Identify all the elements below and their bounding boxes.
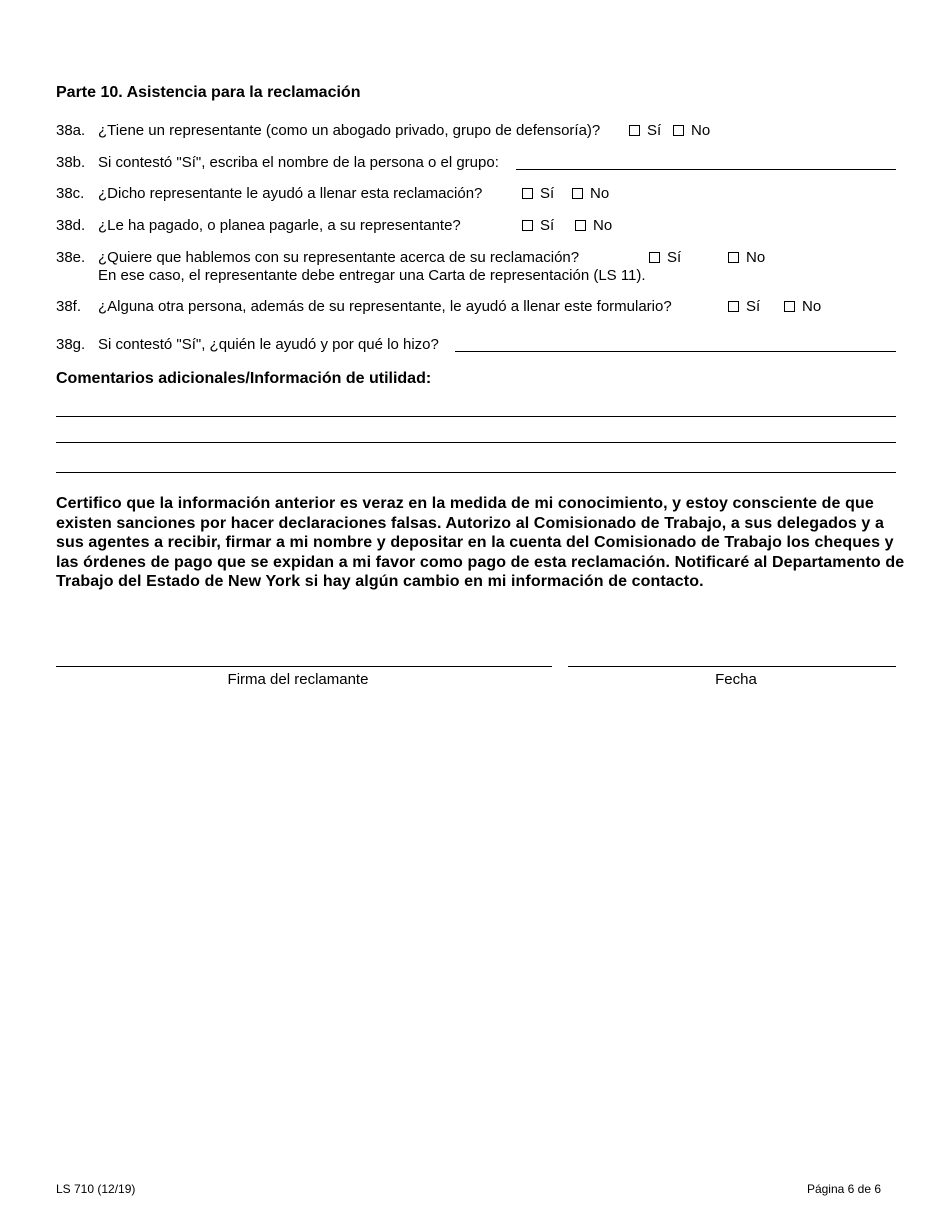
checkbox-38c-no[interactable] <box>572 185 609 203</box>
checkbox-icon <box>649 252 660 263</box>
certification-statement: Certifico que la información anterior es veraz en la medida de mi conocimiento, y estoy consciente de que existen sanciones por hacer declaraciones falsas. Autorizo al Comisionado de Trabajo, a sus delegados y a sus agentes a recibir, firmar a mi nombre y depositar en la cuenta del Comisionado de Trabajo los cheques y las órdenes de pago que se expidan a mi favor como pago de esta reclamación. Notificaré al Departamento de Trabajo del Estado de New York si hay algún cambio en mi información de contacto. <box>56 495 905 591</box>
checkbox-icon <box>728 252 739 263</box>
option-label: No <box>802 298 822 315</box>
question-number: 38a. <box>56 122 86 139</box>
question-number: 38d. <box>56 217 86 234</box>
checkbox-icon <box>522 188 533 199</box>
helper-explanation-field[interactable] <box>455 351 896 352</box>
comments-line-1[interactable] <box>56 416 896 417</box>
signature-field[interactable] <box>56 666 552 667</box>
question-number: 38f. <box>56 298 82 315</box>
question-number: 38e. <box>56 249 86 266</box>
checkbox-icon <box>728 301 739 312</box>
checkbox-icon <box>673 125 684 136</box>
checkbox-38e-no[interactable] <box>728 249 765 267</box>
question-text: Si contestó "Sí", escriba el nombre de la persona o el grupo: <box>98 154 499 171</box>
checkbox-38f-no[interactable] <box>784 298 821 316</box>
option-label: No <box>593 217 613 234</box>
date-field[interactable] <box>568 666 896 667</box>
date-label: Fecha <box>715 671 757 688</box>
comments-line-3[interactable] <box>56 472 896 473</box>
checkbox-38f-yes[interactable] <box>728 298 760 316</box>
question-text: ¿Le ha pagado, o planea pagarle, a su representante? <box>98 217 461 234</box>
option-label: Sí <box>746 298 761 315</box>
checkbox-icon <box>575 220 586 231</box>
checkbox-icon <box>784 301 795 312</box>
checkbox-38c-yes[interactable] <box>522 185 554 203</box>
option-label: Sí <box>667 249 682 266</box>
signature-label: Firma del reclamante <box>227 671 369 688</box>
checkbox-38d-yes[interactable] <box>522 217 554 235</box>
question-number: 38g. <box>56 336 86 353</box>
option-label: Sí <box>540 217 555 234</box>
question-number: 38c. <box>56 185 85 202</box>
checkbox-icon <box>572 188 583 199</box>
option-label: No <box>746 249 766 266</box>
question-number: 38b. <box>56 154 86 171</box>
option-label: No <box>590 185 610 202</box>
question-subtext: En ese caso, el representante debe entregar una Carta de representación (LS 11). <box>98 267 646 284</box>
option-label: Sí <box>540 185 555 202</box>
checkbox-38d-no[interactable] <box>575 217 612 235</box>
option-label: Sí <box>647 122 662 139</box>
option-label: No <box>691 122 711 139</box>
question-text: Si contestó "Sí", ¿quién le ayudó y por qué lo hizo? <box>98 336 439 353</box>
question-text: ¿Alguna otra persona, además de su representante, le ayudó a llenar este formulario? <box>98 298 672 315</box>
page-number: Página 6 de 6 <box>806 1182 881 1196</box>
comments-title: Comentarios adicionales/Información de utilidad: <box>56 370 432 387</box>
question-text: ¿Dicho representante le ayudó a llenar esta reclamación? <box>98 185 483 202</box>
question-text: ¿Quiere que hablemos con su representante acerca de su reclamación? <box>98 249 580 266</box>
checkbox-38a-yes[interactable] <box>629 122 661 140</box>
representative-name-field[interactable] <box>516 169 896 170</box>
form-id: LS 710 (12/19) <box>56 1182 136 1196</box>
question-text: ¿Tiene un representante (como un abogado privado, grupo de defensoría)? <box>98 122 601 139</box>
checkbox-icon <box>629 125 640 136</box>
checkbox-icon <box>522 220 533 231</box>
checkbox-38e-yes[interactable] <box>649 249 681 267</box>
section-title: Parte 10. Asistencia para la reclamación <box>56 84 361 101</box>
comments-line-2[interactable] <box>56 442 896 443</box>
checkbox-38a-no[interactable] <box>673 122 710 140</box>
